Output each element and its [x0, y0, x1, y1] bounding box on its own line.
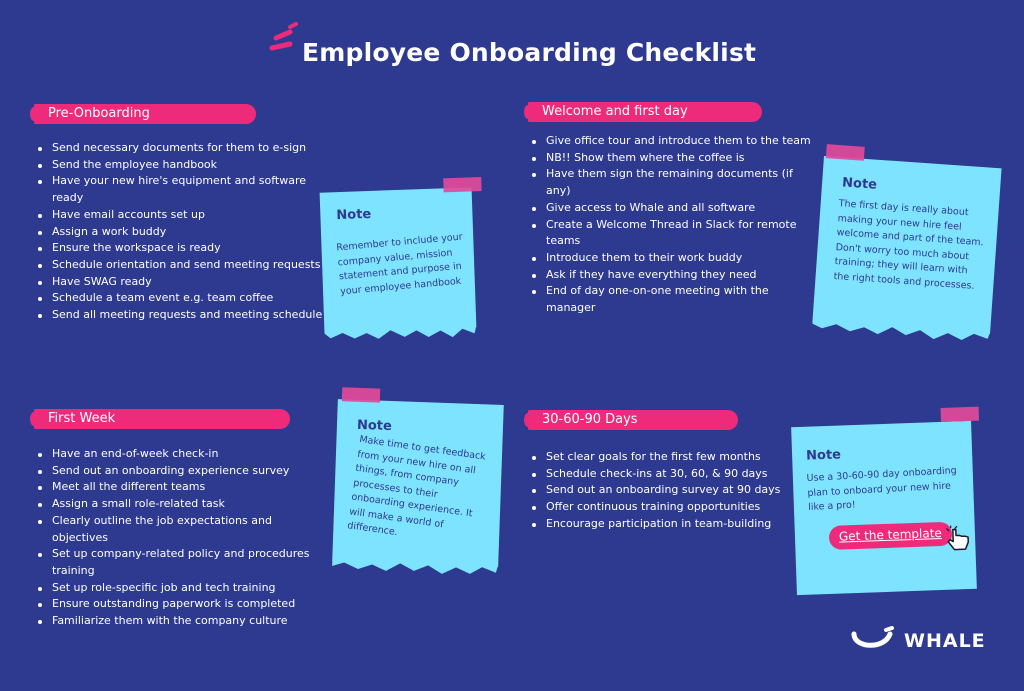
list-item: Send out an onboarding experience survey — [34, 463, 314, 480]
list-item: Have SWAG ready — [34, 274, 334, 291]
note-body: Remember to include your company value, mission statement and purpose in your employee handbook — [335, 231, 463, 297]
thirty-sixty-ninety-list — [528, 449, 788, 533]
section-heading-welcome — [528, 102, 762, 122]
list-item: Ask if they have everything they need — [528, 267, 812, 284]
pointer-hand-icon — [945, 525, 974, 554]
whale-smile-icon — [848, 626, 896, 656]
note-body: The first day is really about making your new hire feel welcome and part of the team. Don't worry too much about training; they will learn with the right tools and processes. — [833, 198, 984, 292]
list-item: Ensure outstanding paperwork is completed — [34, 596, 314, 613]
list-item: Have email accounts set up — [34, 207, 334, 224]
torn-edge — [812, 320, 990, 344]
section-heading-label: First Week — [48, 411, 116, 426]
torn-edge — [332, 559, 498, 577]
note-card-first-week — [332, 399, 504, 567]
section-heading-label: 30-60-90 Days — [542, 412, 638, 427]
section-heading-label: Welcome and first day — [542, 104, 688, 119]
section-heading-first-week — [34, 409, 290, 429]
list-item: Set up company-related policy and procedures training — [34, 546, 314, 579]
first-week-list — [34, 446, 314, 630]
list-item: Have your new hire's equipment and software ready — [34, 173, 334, 206]
list-item: Have an end-of-week check-in — [34, 446, 314, 463]
list-item: Assign a work buddy — [34, 224, 334, 241]
note-body: Make time to get feedback from your new hire on all things, from company processes to their onboarding experience. It will make a world of difference. — [346, 434, 487, 539]
list-item: Assign a small role-related task — [34, 496, 314, 513]
list-item: Familiarize them with the company culture — [34, 613, 314, 630]
note-title: Note — [356, 417, 393, 435]
list-item: NB!! Show them where the coffee is — [528, 150, 812, 167]
section-heading-label: Pre-Onboarding — [48, 106, 150, 121]
note-card-pre-onboarding — [320, 187, 477, 332]
torn-edge — [324, 325, 476, 342]
tape — [826, 144, 865, 161]
section-heading-pre-onboarding — [34, 104, 256, 124]
sparkle-accent-icon — [268, 22, 302, 56]
note-title: Note — [841, 175, 878, 193]
whale-logo — [848, 626, 988, 656]
list-item: Clearly outline the job expectations and objectives — [34, 513, 314, 546]
header — [268, 22, 757, 74]
list-item: Meet all the different teams — [34, 479, 314, 496]
list-item: Schedule orientation and send meeting requests — [34, 257, 334, 274]
list-item: Send out an onboarding survey at 90 days — [528, 482, 788, 499]
section-heading-30-60-90 — [528, 410, 738, 430]
note-title: Note — [805, 447, 842, 464]
note-body: Use a 30-60-90 day onboarding plan to onboard your new hire like a pro! — [806, 465, 957, 514]
logo-text: WHALE — [904, 630, 986, 652]
welcome-list — [528, 133, 812, 317]
get-template-button[interactable]: Get the template — [829, 522, 953, 550]
list-item: Have them sign the remaining documents (if any) — [528, 166, 812, 199]
list-item: Send necessary documents for them to e-sign — [34, 140, 334, 157]
list-item: Encourage participation in team-building — [528, 516, 788, 533]
list-item: Schedule check-ins at 30, 60, & 90 days — [528, 466, 788, 483]
list-item: Set clear goals for the first few months — [528, 449, 788, 466]
tape — [941, 407, 979, 422]
list-item: Send the employee handbook — [34, 157, 334, 174]
list-item: Create a Welcome Thread in Slack for remote teams — [528, 217, 812, 250]
note-card-welcome — [812, 156, 1001, 334]
note-title: Note — [336, 206, 372, 224]
list-item: End of day one-on-one meeting with the manager — [528, 283, 812, 316]
page-title: Employee Onboarding Checklist — [302, 38, 757, 67]
tape — [443, 177, 481, 192]
note-card-30-60-90 — [791, 421, 977, 595]
list-item: Ensure the workspace is ready — [34, 240, 334, 257]
list-item: Send all meeting requests and meeting schedule — [34, 307, 334, 324]
pre-onboarding-list — [34, 140, 334, 324]
list-item: Introduce them to their work buddy — [528, 250, 812, 267]
tape — [342, 387, 380, 402]
list-item: Set up role-specific job and tech training — [34, 580, 314, 597]
list-item: Give office tour and introduce them to the team — [528, 133, 812, 150]
list-item: Schedule a team event e.g. team coffee — [34, 290, 334, 307]
list-item: Give access to Whale and all software — [528, 200, 812, 217]
list-item: Offer continuous training opportunities — [528, 499, 788, 516]
